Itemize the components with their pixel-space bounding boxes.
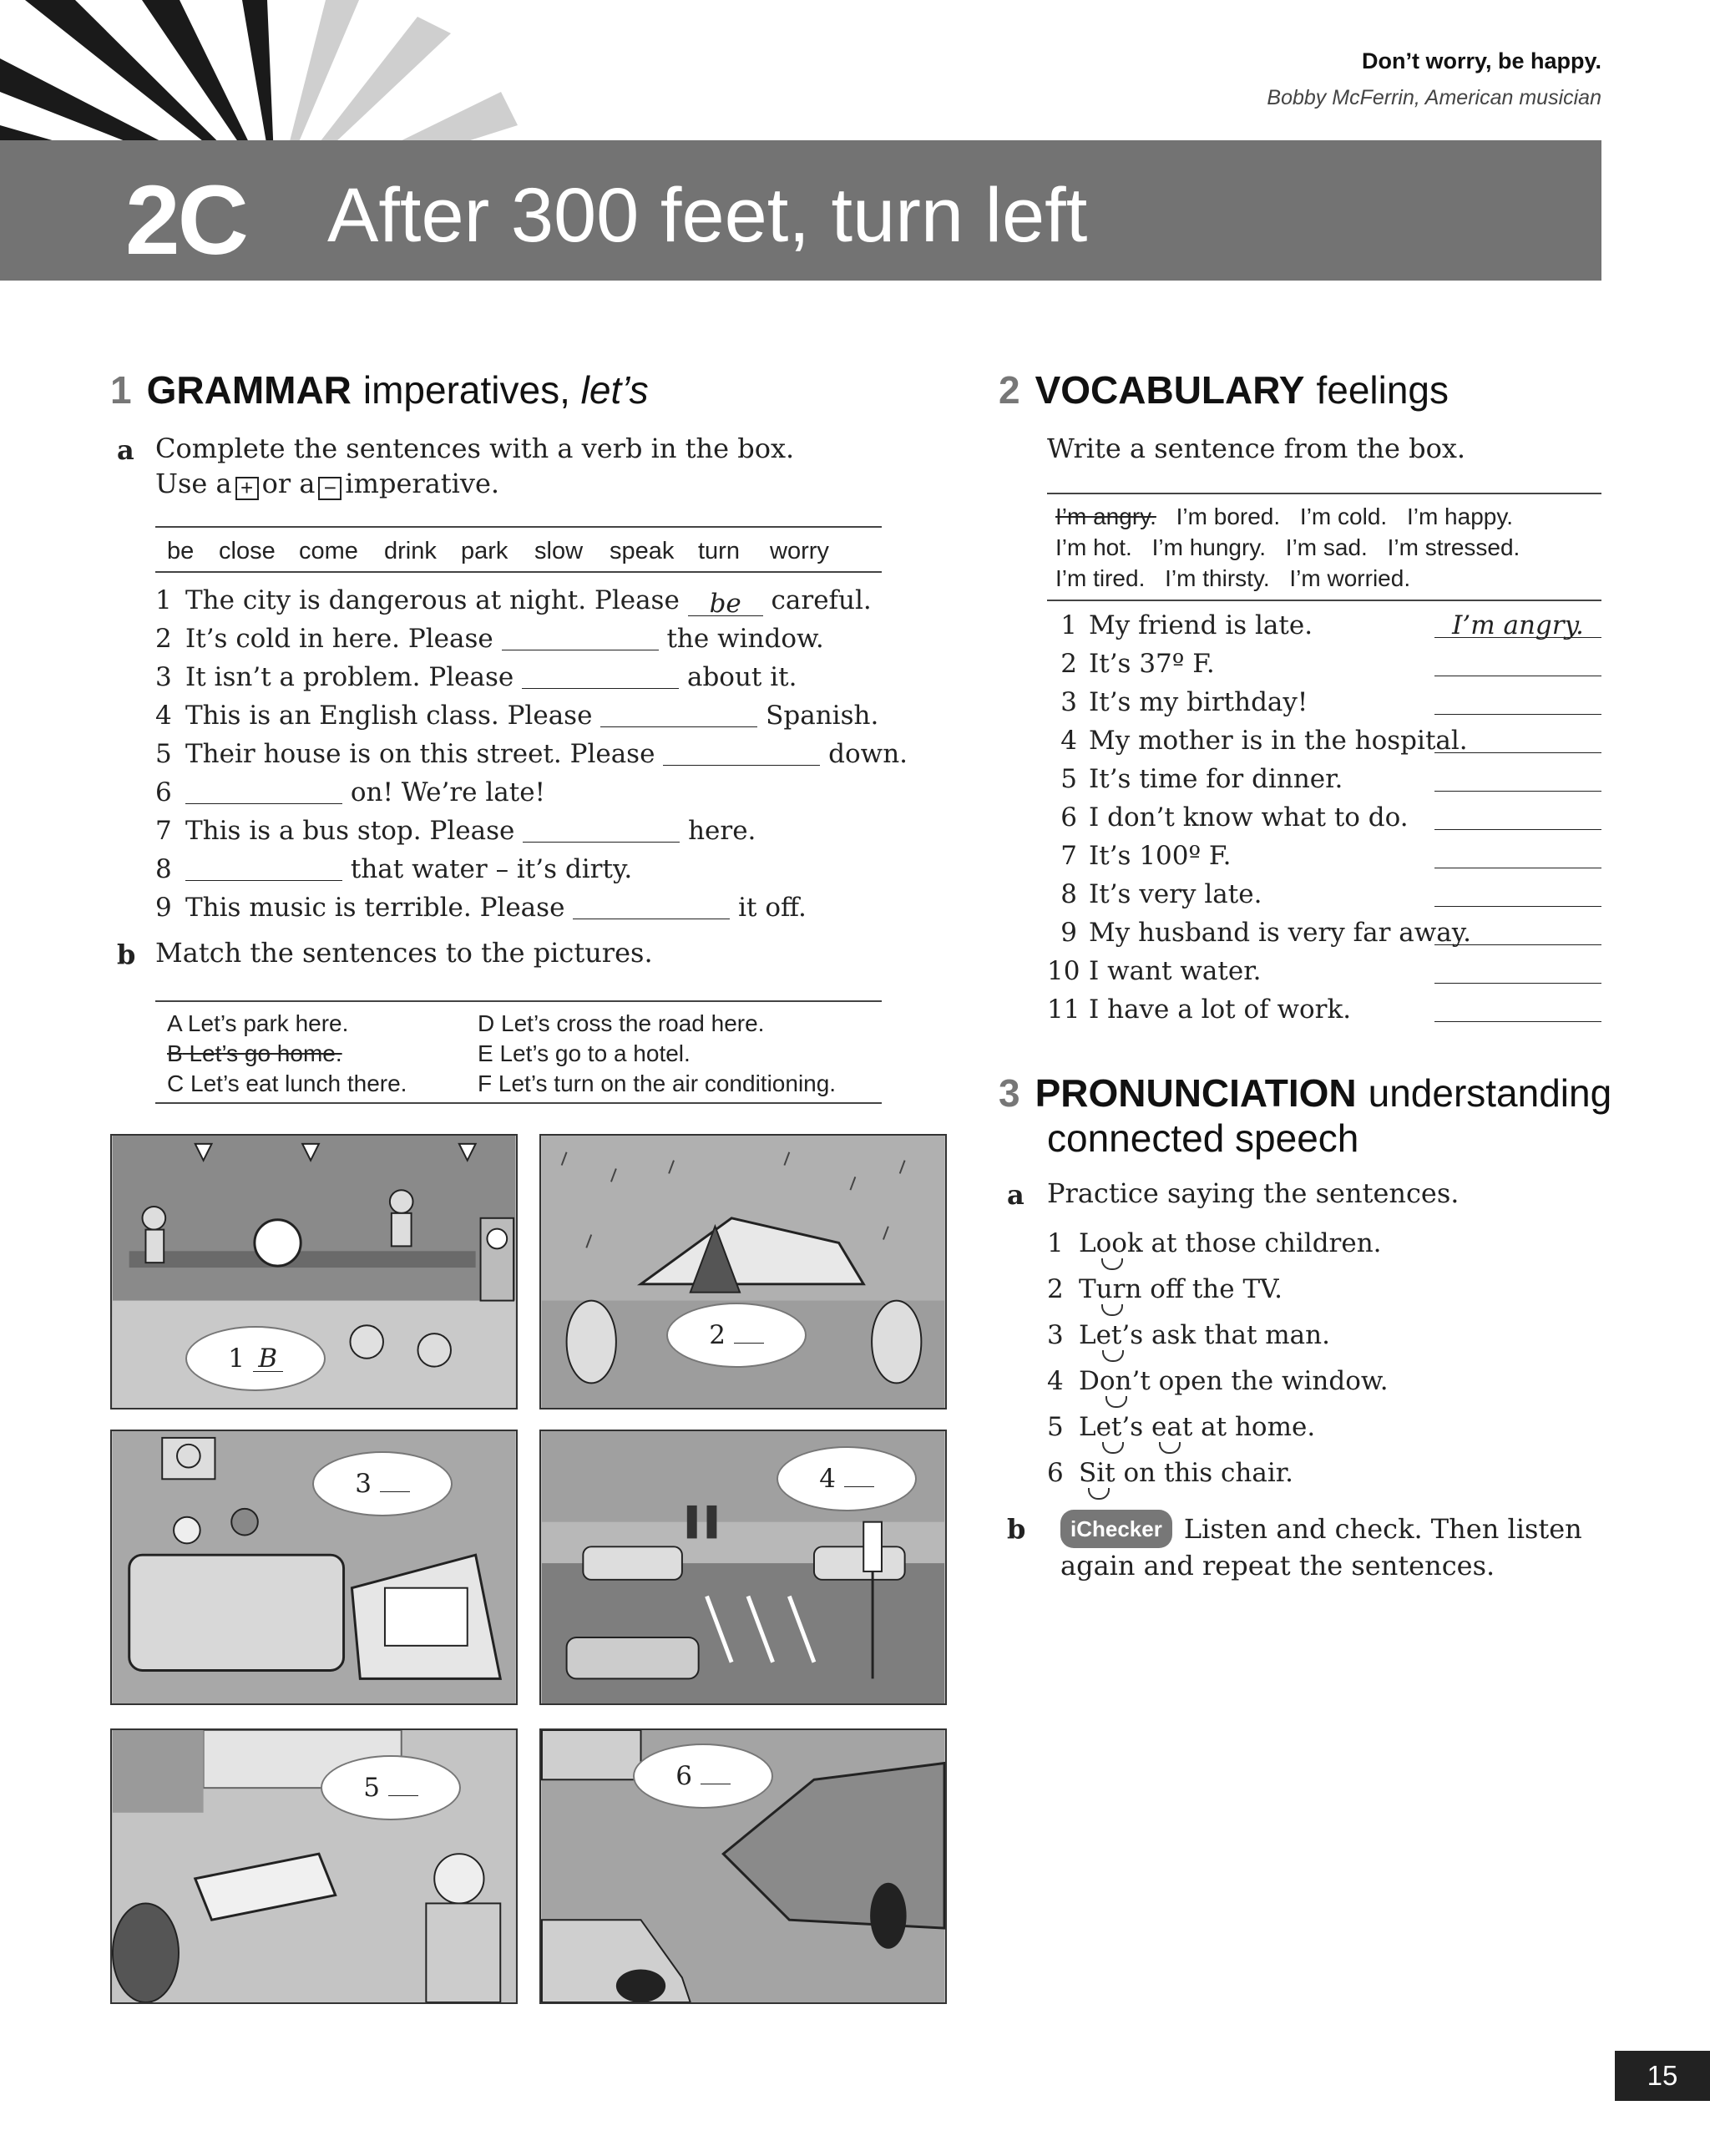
speech-bubble xyxy=(185,1326,326,1391)
item-number: 1 xyxy=(1047,1228,1064,1258)
sentences-box xyxy=(155,1000,882,1104)
sentence-text: Let’s eat lunch there. xyxy=(190,1070,407,1096)
vocabulary-heading xyxy=(999,367,1449,412)
item-text: I have a lot of work. xyxy=(1089,994,1352,1025)
item-number: 7 xyxy=(1060,841,1077,871)
section-topic: feelings xyxy=(1316,368,1449,412)
item-text: My friend is late. xyxy=(1089,610,1313,640)
item-text: It isn’t a problem. Please xyxy=(185,662,514,692)
answer-blank[interactable] xyxy=(1434,882,1601,907)
item-number: 8 xyxy=(155,854,172,884)
sentence-letter: E xyxy=(478,1040,493,1066)
item-text: I want water. xyxy=(1089,956,1262,986)
picture-number: 2 xyxy=(709,1320,726,1350)
answer-blank[interactable] xyxy=(1434,767,1601,792)
answer-blank[interactable] xyxy=(663,741,820,766)
picture-answer[interactable] xyxy=(388,1795,418,1796)
section-topic: imperatives, xyxy=(362,368,581,412)
section-topic-line-2: connected speech xyxy=(1047,1116,1359,1160)
answer-blank[interactable] xyxy=(1434,997,1601,1022)
linked-word: eat xyxy=(1143,1412,1193,1442)
instruction-line-2 xyxy=(155,466,794,501)
linked-word: Turn xyxy=(1079,1274,1142,1304)
item-number: 3 xyxy=(155,662,172,692)
item-text: the window. xyxy=(666,624,824,654)
sentence-text: Let’s go home. xyxy=(189,1040,342,1066)
list-item xyxy=(155,581,908,620)
picture-answer[interactable]: B xyxy=(253,1346,283,1372)
pronunciation-b-instruction xyxy=(1060,1510,1582,1583)
item-number: 9 xyxy=(1060,918,1077,948)
list-item xyxy=(1047,837,1601,875)
list-item xyxy=(155,696,908,735)
item-number: 5 xyxy=(1060,764,1077,794)
sentence-letter: A xyxy=(167,1010,182,1036)
list-item xyxy=(1047,1450,1389,1496)
word: turn xyxy=(698,538,740,564)
item-number: 6 xyxy=(1047,1458,1064,1488)
word: park xyxy=(461,538,508,564)
item-text: here. xyxy=(688,816,756,846)
quote xyxy=(1267,48,1601,110)
grammar-heading xyxy=(110,367,649,412)
item-text: It’s time for dinner. xyxy=(1089,764,1343,794)
sentences-column-right xyxy=(478,1009,836,1099)
answer-blank[interactable]: I’m angry. xyxy=(1434,613,1601,638)
item-number: 8 xyxy=(1060,879,1077,909)
item-text: Spanish. xyxy=(766,701,879,731)
feeling: I’m cold. xyxy=(1299,504,1388,529)
item-text: at those children. xyxy=(1142,1228,1382,1258)
section-keyword: VOCABULARY xyxy=(1035,368,1305,412)
minus-box-icon: − xyxy=(318,477,341,500)
item-number: 6 xyxy=(1060,802,1077,833)
section-number: 1 xyxy=(110,368,132,412)
item-text: at home. xyxy=(1192,1412,1316,1442)
item-number: 6 xyxy=(155,777,172,807)
picture-answer[interactable] xyxy=(734,1343,764,1344)
speech-bubble xyxy=(777,1446,917,1511)
item-number: 7 xyxy=(155,816,172,846)
answer-blank[interactable] xyxy=(185,856,342,881)
word: slow xyxy=(534,538,584,564)
list-item xyxy=(155,735,908,773)
item-number: 11 xyxy=(1047,994,1080,1025)
list-item xyxy=(1047,1404,1389,1450)
hot-room-illustration xyxy=(112,1431,516,1703)
item-text: It’s 100º F. xyxy=(1089,841,1232,871)
ichecker-badge[interactable]: iChecker xyxy=(1060,1510,1172,1548)
picture-1-concert xyxy=(110,1134,518,1409)
picture-answer[interactable] xyxy=(380,1491,410,1492)
list-item xyxy=(155,888,908,927)
sentence-text: Let’s cross the road here. xyxy=(501,1010,765,1036)
quote-author: Bobby McFerrin, American musician xyxy=(1267,86,1601,109)
answer-blank[interactable] xyxy=(522,664,679,689)
item-number: 5 xyxy=(155,739,172,769)
item-text: This is an English class. Please xyxy=(185,701,593,731)
exercise-letter-a: a xyxy=(117,434,134,466)
linked-word: Look xyxy=(1079,1228,1143,1258)
word: come xyxy=(299,538,358,564)
item-text: The city is dangerous at night. Please xyxy=(185,585,680,615)
word: close xyxy=(219,538,276,564)
list-item xyxy=(1047,1359,1389,1404)
picture-4-crossroad xyxy=(539,1430,947,1705)
item-number: 3 xyxy=(1047,1320,1064,1350)
sentence-b-used xyxy=(167,1039,407,1069)
item-text: This is a bus stop. Please xyxy=(185,816,515,846)
list-item xyxy=(155,850,908,888)
sentences-column-left xyxy=(167,1009,407,1099)
sentence-letter: B xyxy=(167,1040,183,1066)
linked-word: Let’s xyxy=(1079,1320,1144,1350)
vocabulary-instruction: Write a sentence from the box. xyxy=(1047,433,1466,464)
sentence-e xyxy=(478,1039,836,1069)
picture-6-parking xyxy=(539,1728,947,2004)
unit-title: After 300 feet, turn left xyxy=(327,173,1088,258)
section-keyword: GRAMMAR xyxy=(146,368,352,412)
verb-word-box xyxy=(155,526,882,573)
pronunciation-list xyxy=(1047,1221,1389,1496)
item-text: I don’t know what to do. xyxy=(1089,802,1409,833)
instruction-text: Use a xyxy=(155,468,232,499)
sentence-a xyxy=(167,1009,407,1039)
item-text: that water – it’s dirty. xyxy=(350,854,633,884)
item-number: 2 xyxy=(1060,649,1077,679)
answer-blank[interactable] xyxy=(185,779,342,804)
quote-text: Don’t worry, be happy. xyxy=(1361,48,1601,73)
list-item xyxy=(1047,1267,1389,1313)
feelings-row xyxy=(1055,563,1601,594)
list-item xyxy=(1047,1313,1389,1359)
item-text: careful. xyxy=(771,585,872,615)
feeling: I’m sad. xyxy=(1285,534,1368,560)
grammar-b-instruction: Match the sentences to the pictures. xyxy=(155,937,653,969)
list-item xyxy=(1047,875,1601,914)
feeling: I’m thirsty. xyxy=(1165,565,1270,591)
list-item xyxy=(155,620,908,658)
vocabulary-list xyxy=(1047,606,1601,1029)
picture-number: 1 xyxy=(228,1344,245,1374)
sentence-text: Let’s park here. xyxy=(187,1010,349,1036)
feelings-row xyxy=(1055,501,1601,532)
item-text: ask that man. xyxy=(1143,1320,1330,1350)
answer-blank[interactable] xyxy=(502,625,659,650)
answer-blank[interactable] xyxy=(573,894,730,919)
answer-blank[interactable] xyxy=(1434,805,1601,830)
item-number: 4 xyxy=(1047,1366,1064,1396)
exercise-letter-b: b xyxy=(1007,1513,1026,1545)
answer-blank[interactable] xyxy=(600,702,757,727)
answer-blank[interactable] xyxy=(1434,843,1601,868)
answer-blank[interactable] xyxy=(1434,690,1601,715)
picture-number: 3 xyxy=(355,1469,372,1499)
item-number: 3 xyxy=(1060,687,1077,717)
feeling: I’m hungry. xyxy=(1151,534,1267,560)
item-number: 1 xyxy=(155,585,172,615)
picture-2-rain-tent xyxy=(539,1134,947,1409)
list-item xyxy=(155,773,908,812)
list-item xyxy=(1047,721,1601,760)
answer-blank[interactable] xyxy=(1434,728,1601,753)
speech-bubble xyxy=(312,1451,453,1516)
item-text: on this chair. xyxy=(1115,1458,1294,1488)
item-number: 2 xyxy=(1047,1274,1064,1304)
picture-5-park-bench xyxy=(110,1728,518,2004)
list-item xyxy=(155,658,908,696)
item-number: 5 xyxy=(1047,1412,1064,1442)
instruction-line-2: again and repeat the sentences. xyxy=(1060,1550,1495,1582)
item-number: 9 xyxy=(155,893,172,923)
item-text: It’s 37º F. xyxy=(1089,649,1215,679)
item-text: Their house is on this street. Please xyxy=(185,739,655,769)
list-item xyxy=(155,812,908,850)
item-number: 2 xyxy=(155,624,172,654)
section-keyword: PRONUNCIATION xyxy=(1035,1071,1357,1115)
feelings-word-box xyxy=(1047,493,1601,601)
word: be xyxy=(167,538,195,564)
linked-word: Don’t xyxy=(1079,1366,1151,1396)
grammar-a-list xyxy=(155,581,908,927)
exercise-letter-b: b xyxy=(117,939,136,970)
item-text: This music is terrible. Please xyxy=(185,893,565,923)
item-number: 1 xyxy=(1060,610,1077,640)
item-text: It’s very late. xyxy=(1089,879,1262,909)
list-item xyxy=(1047,1221,1389,1267)
answer-blank[interactable] xyxy=(1434,959,1601,984)
section-topic: understanding xyxy=(1368,1071,1612,1115)
answer-blank[interactable] xyxy=(1434,651,1601,676)
feeling: I’m happy. xyxy=(1406,504,1514,529)
word: worry xyxy=(770,538,829,564)
sentence-letter: C xyxy=(167,1070,185,1096)
item-text: open the window. xyxy=(1150,1366,1389,1396)
item-text: about it. xyxy=(686,662,797,692)
item-number: 4 xyxy=(1060,726,1077,756)
sentence-c xyxy=(167,1069,407,1099)
list-item xyxy=(1047,798,1601,837)
speech-bubble xyxy=(633,1744,773,1809)
pronunciation-heading xyxy=(999,1070,1611,1161)
instruction-line-1: Listen and check. Then listen xyxy=(1183,1513,1582,1545)
sentence-letter: D xyxy=(478,1010,495,1036)
item-text: off the TV. xyxy=(1141,1274,1282,1304)
page-number: 15 xyxy=(1615,2051,1710,2101)
item-text: It’s cold in here. Please xyxy=(185,624,493,654)
section-number: 3 xyxy=(999,1071,1020,1115)
list-item xyxy=(1047,914,1601,952)
exercise-letter-a: a xyxy=(1007,1179,1024,1211)
list-item xyxy=(1047,645,1601,683)
sentence-d xyxy=(478,1009,836,1039)
item-text: down. xyxy=(828,739,908,769)
feeling-used: I’m angry. xyxy=(1055,504,1156,529)
item-number: 10 xyxy=(1047,956,1080,986)
feeling: I’m stressed. xyxy=(1387,534,1520,560)
item-text: My husband is very far away. xyxy=(1089,918,1472,948)
feelings-row xyxy=(1055,532,1601,563)
pronunciation-a-instruction: Practice saying the sentences. xyxy=(1047,1177,1460,1209)
item-text: on! We’re late! xyxy=(350,777,546,807)
linked-word: Sit xyxy=(1079,1458,1116,1488)
answer-blank[interactable] xyxy=(523,817,680,843)
item-number: 4 xyxy=(155,701,172,731)
feeling: I’m worried. xyxy=(1289,565,1411,591)
item-text: It’s my birthday! xyxy=(1089,687,1308,717)
list-item xyxy=(1047,952,1601,990)
feeling: I’m bored. xyxy=(1176,504,1281,529)
speech-bubble xyxy=(666,1303,807,1368)
instruction-line-1: Complete the sentences with a verb in the box. xyxy=(155,433,795,464)
sentence-letter: F xyxy=(478,1070,493,1096)
list-item xyxy=(1047,606,1601,645)
instruction-text: imperative. xyxy=(345,468,500,499)
picture-number: 4 xyxy=(819,1464,836,1494)
speech-bubble xyxy=(321,1755,461,1820)
park-bench-illustration xyxy=(112,1730,516,2002)
list-item xyxy=(1047,683,1601,721)
answer-blank[interactable] xyxy=(1434,920,1601,945)
list-item xyxy=(1047,760,1601,798)
instruction-text: or a xyxy=(261,468,316,499)
sentence-text: Let’s turn on the air conditioning. xyxy=(498,1070,837,1096)
picture-number: 6 xyxy=(675,1761,692,1791)
answer-blank[interactable]: be xyxy=(688,591,763,616)
section-number: 2 xyxy=(999,368,1020,412)
feeling: I’m tired. xyxy=(1055,565,1146,591)
picture-number: 5 xyxy=(363,1773,380,1803)
sentence-f xyxy=(478,1069,836,1099)
feeling: I’m hot. xyxy=(1055,534,1132,560)
sentence-text: Let’s go to a hotel. xyxy=(499,1040,691,1066)
picture-answer[interactable] xyxy=(844,1486,874,1487)
picture-3-hot-room xyxy=(110,1430,518,1705)
linked-word: Let’s xyxy=(1079,1412,1144,1442)
list-item xyxy=(1047,990,1601,1029)
item-text: it off. xyxy=(738,893,807,923)
word: drink xyxy=(384,538,437,564)
unit-code: 2C xyxy=(125,165,246,276)
grammar-a-instruction xyxy=(155,431,794,501)
word: speak xyxy=(610,538,675,564)
section-topic-italic: let’s xyxy=(580,368,649,412)
item-text: My mother is in the hospital. xyxy=(1089,726,1468,756)
plus-box-icon: + xyxy=(235,477,259,500)
